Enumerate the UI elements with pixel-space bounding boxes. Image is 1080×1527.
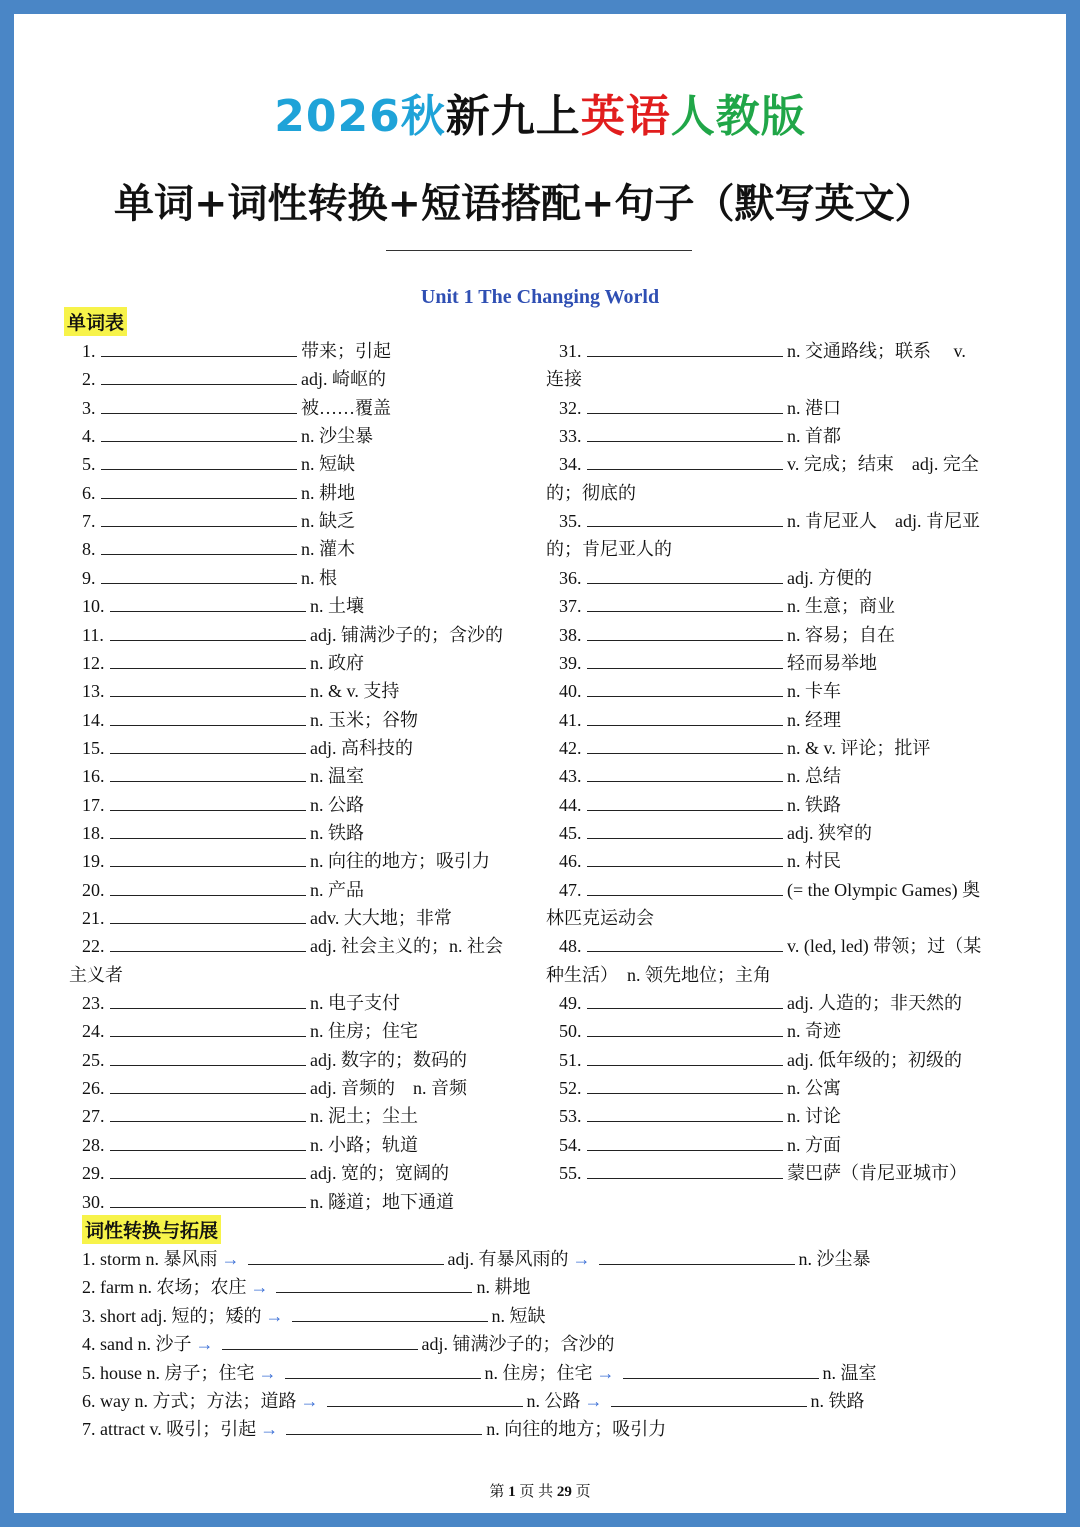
wordform-target: n. 耕地	[476, 1277, 531, 1298]
answer-blank[interactable]	[587, 395, 783, 414]
answer-blank[interactable]	[587, 451, 783, 470]
answer-blank[interactable]	[248, 1246, 444, 1265]
vocab-definition-continued: 主义者	[69, 964, 123, 985]
answer-blank[interactable]	[292, 1303, 488, 1322]
vocab-definition: n. 交通路线；联系 v.	[787, 341, 966, 361]
answer-blank[interactable]	[110, 622, 306, 641]
answer-blank[interactable]	[101, 366, 297, 385]
vocab-definition: n. 灌木	[301, 539, 355, 560]
vocab-item	[82, 479, 355, 507]
vocab-definition: 被……覆盖	[301, 397, 391, 418]
vocab-definition: adj. 社会主义的；n. 社会	[310, 936, 503, 957]
vocab-item	[82, 819, 364, 847]
vocab-definition-continued: 的；肯尼亚人的	[546, 539, 672, 560]
answer-blank[interactable]	[110, 1018, 306, 1037]
vocab-item	[82, 1159, 449, 1187]
vocab-item	[559, 677, 841, 705]
vocab-item	[82, 394, 391, 422]
vocab-definition: n. 公路	[310, 794, 364, 815]
answer-blank[interactable]	[110, 990, 306, 1009]
vocab-item	[82, 734, 413, 762]
vocab-item	[82, 535, 355, 563]
answer-blank[interactable]	[276, 1274, 472, 1293]
vocab-definition: n. 住房；住宅	[310, 1021, 418, 1042]
answer-blank[interactable]	[101, 395, 297, 414]
answer-blank[interactable]	[101, 480, 297, 499]
vocab-number: 40.	[559, 681, 582, 702]
vocab-definition: adj. 宽的；宽阔的	[310, 1163, 449, 1184]
vocab-number: 46.	[559, 851, 582, 872]
arrow-icon: →	[572, 1249, 591, 1269]
wordform-target: n. 短缺	[491, 1305, 546, 1326]
vocab-definition-continued: 林匹克运动会	[546, 908, 654, 928]
vocab-definition: n. 短缺	[301, 454, 355, 475]
vocab-item	[559, 621, 895, 649]
vocab-definition: n. & v. 评论；批评	[787, 737, 931, 758]
answer-blank[interactable]	[101, 423, 297, 442]
vocab-definition: n. 生意；商业	[787, 596, 895, 617]
answer-blank[interactable]	[599, 1246, 795, 1265]
vocab-item	[82, 762, 364, 790]
wordform-source: 3. short adj. 短的；矮的	[82, 1305, 262, 1326]
answer-blank[interactable]	[623, 1360, 819, 1379]
page	[14, 14, 1066, 1513]
vocab-definition: n. 肯尼亚人 adj. 肯尼亚	[787, 511, 980, 532]
wordform-target: n. 沙尘暴	[798, 1249, 871, 1269]
vocab-definition: n. 隧道；地下通道	[310, 1191, 454, 1212]
title-year: 2026秋	[274, 91, 446, 142]
answer-blank[interactable]	[587, 792, 783, 811]
vocab-definition: n. 耕地	[301, 482, 355, 503]
vocab-number: 32.	[559, 397, 582, 418]
vocab-number: 4.	[82, 426, 96, 447]
vocab-number: 8.	[82, 539, 96, 560]
vocab-number: 35.	[559, 511, 582, 532]
vocab-item	[82, 592, 364, 620]
vocab-item	[559, 762, 841, 790]
vocab-number: 11.	[82, 624, 104, 645]
answer-blank[interactable]	[110, 1075, 306, 1094]
answer-blank[interactable]	[110, 1189, 306, 1208]
vocab-item	[82, 1046, 467, 1074]
vocab-definition: n. 产品	[310, 879, 364, 900]
vocab-number: 52.	[559, 1078, 582, 1099]
wordform-row	[82, 1415, 666, 1443]
answer-blank[interactable]	[101, 451, 297, 470]
vocab-item	[82, 365, 386, 393]
vocab-item	[82, 337, 391, 365]
vocab-definition: n. 港口	[787, 397, 841, 418]
vocab-definition: n. 玉米；谷物	[310, 709, 418, 730]
vocab-item	[82, 1188, 454, 1216]
vocab-number: 54.	[559, 1134, 582, 1155]
vocab-item	[82, 847, 490, 875]
vocab-definition: n. & v. 支持	[310, 681, 400, 702]
answer-blank[interactable]	[110, 678, 306, 697]
footer-page-number: 1	[508, 1484, 516, 1500]
vocab-definition: 蒙巴萨（肯尼亚城市）	[787, 1163, 967, 1184]
vocab-item	[559, 1046, 962, 1074]
vocab-definition-continued: 的；彻底的	[546, 482, 636, 503]
vocab-number: 23.	[82, 993, 105, 1014]
vocab-definition: adj. 高科技的	[310, 737, 413, 758]
answer-blank[interactable]	[587, 1160, 783, 1179]
vocab-number: 1.	[82, 341, 96, 361]
answer-blank[interactable]	[587, 678, 783, 697]
vocab-definition: adj. 崎岖的	[301, 369, 386, 390]
arrow-icon: →	[221, 1249, 240, 1269]
vocab-definition: n. 卡车	[787, 681, 841, 702]
vocab-item	[559, 932, 981, 960]
vocab-item	[559, 819, 872, 847]
vocab-number: 50.	[559, 1021, 582, 1042]
answer-blank[interactable]	[587, 1075, 783, 1094]
vocab-number: 2.	[82, 369, 96, 390]
wordform-source: 6. way n. 方式；方法；道路	[82, 1391, 297, 1411]
vocab-definition: adj. 数字的；数码的	[310, 1049, 467, 1070]
vocab-item	[559, 1017, 841, 1045]
vocab-definition: n. 小路；轨道	[310, 1134, 418, 1155]
vocab-item	[82, 932, 503, 960]
answer-blank[interactable]	[101, 565, 297, 584]
answer-blank[interactable]	[587, 1018, 783, 1037]
vocab-number: 18.	[82, 822, 105, 843]
vocab-definition: n. 电子支付	[310, 993, 400, 1014]
vocab-item	[559, 1102, 841, 1130]
vocab-number: 47.	[559, 879, 582, 900]
arrow-icon: →	[260, 1419, 279, 1440]
answer-blank[interactable]	[110, 848, 306, 867]
vocab-number: 48.	[559, 936, 582, 957]
answer-blank[interactable]	[101, 536, 297, 555]
answer-blank[interactable]	[110, 905, 306, 924]
vocab-definition: adj. 狭窄的	[787, 822, 872, 843]
vocab-number: 7.	[82, 511, 96, 532]
answer-blank[interactable]	[611, 1388, 807, 1407]
arrow-icon: →	[584, 1391, 603, 1411]
arrow-icon: →	[596, 1362, 615, 1383]
wordform-target: adj. 铺满沙子的；含沙的	[421, 1334, 615, 1355]
vocab-number: 21.	[82, 908, 105, 928]
vocab-item	[559, 564, 872, 592]
answer-blank[interactable]	[587, 1132, 783, 1151]
answer-blank[interactable]	[587, 735, 783, 754]
wordform-target: n. 公路	[526, 1391, 581, 1411]
answer-blank[interactable]	[327, 1388, 523, 1407]
answer-blank[interactable]	[587, 990, 783, 1009]
vocab-item	[82, 989, 400, 1017]
answer-blank[interactable]	[110, 1160, 306, 1179]
vocab-item	[82, 677, 399, 705]
vocab-item	[559, 847, 841, 875]
arrow-icon: →	[258, 1362, 277, 1383]
vocab-item	[559, 734, 930, 762]
wordform-target: adj. 有暴风雨的	[447, 1249, 569, 1269]
vocab-number: 45.	[559, 822, 582, 843]
wordform-row	[82, 1273, 530, 1301]
footer-total-pages: 29	[556, 1484, 572, 1500]
vocab-number: 25.	[82, 1049, 105, 1070]
footer-mid: 页 共	[519, 1484, 554, 1500]
vocab-item	[82, 706, 418, 734]
page-title	[14, 80, 1066, 144]
answer-blank[interactable]	[587, 508, 783, 527]
answer-blank[interactable]	[587, 933, 783, 952]
vocab-number: 41.	[559, 709, 582, 730]
vocab-definition: adj. 人造的；非天然的	[787, 993, 962, 1014]
vocab-definition: adv. 大大地；非常	[310, 908, 452, 928]
wordform-target: n. 向往的地方；吸引力	[486, 1419, 667, 1440]
answer-blank[interactable]	[222, 1331, 418, 1350]
vocab-item	[559, 507, 980, 535]
vocab-number: 12.	[82, 652, 105, 673]
answer-blank[interactable]	[110, 735, 306, 754]
answer-blank[interactable]	[587, 338, 783, 357]
vocab-item	[559, 337, 966, 365]
vocab-item	[82, 621, 503, 649]
vocab-number: 38.	[559, 624, 582, 645]
vocab-number: 5.	[82, 454, 96, 475]
vocab-definition: adj. 低年级的；初级的	[787, 1049, 962, 1070]
vocab-number: 27.	[82, 1106, 105, 1127]
vocab-definition: 带来；引起	[301, 341, 391, 361]
vocab-number: 33.	[559, 426, 582, 447]
vocab-definition: v. 完成；结束 adj. 完全	[787, 454, 979, 475]
vocab-definition-continued: 连接	[546, 369, 582, 390]
vocab-item	[82, 904, 452, 932]
answer-blank[interactable]	[110, 792, 306, 811]
vocab-item	[82, 1102, 418, 1130]
answer-blank[interactable]	[110, 1103, 306, 1122]
answer-blank[interactable]	[101, 508, 297, 527]
vocab-number: 9.	[82, 567, 96, 588]
vocab-number: 10.	[82, 596, 105, 617]
footer-prefix: 第	[489, 1484, 505, 1500]
vocab-number: 3.	[82, 397, 96, 418]
answer-blank[interactable]	[587, 593, 783, 612]
vocab-number: 51.	[559, 1049, 582, 1070]
vocab-definition: n. 温室	[310, 766, 364, 787]
vocab-definition: n. 泥土；尘土	[310, 1106, 418, 1127]
section-wordforms-label: 词性转换与拓展	[82, 1215, 221, 1244]
arrow-icon: →	[195, 1334, 214, 1355]
vocab-item	[559, 394, 841, 422]
vocab-number: 37.	[559, 596, 582, 617]
vocab-item	[82, 450, 355, 478]
divider	[386, 250, 692, 251]
vocab-number: 22.	[82, 936, 105, 957]
wordform-row	[82, 1302, 546, 1330]
vocab-definition: n. 铁路	[310, 822, 364, 843]
vocab-definition: adj. 方便的	[787, 567, 872, 588]
wordform-row	[82, 1330, 615, 1358]
vocab-definition: n. 铁路	[787, 794, 841, 815]
wordform-row	[82, 1245, 871, 1273]
vocab-definition: n. 向往的地方；吸引力	[310, 851, 490, 872]
answer-blank[interactable]	[587, 877, 783, 896]
answer-blank[interactable]	[587, 1047, 783, 1066]
title-grade: 新九上	[445, 91, 581, 142]
page-subtitle: 单词+词性转换+短语搭配+句子（默写英文）	[114, 180, 935, 227]
wordform-source: 2. farm n. 农场；农庄	[82, 1277, 247, 1298]
vocab-number: 16.	[82, 766, 105, 787]
vocab-definition: n. 缺乏	[301, 511, 355, 532]
answer-blank[interactable]	[587, 650, 783, 669]
vocab-definition: n. 政府	[310, 652, 364, 673]
answer-blank[interactable]	[110, 933, 306, 952]
vocab-item	[559, 592, 895, 620]
wordform-source: 7. attract v. 吸引；引起	[82, 1419, 257, 1440]
answer-blank[interactable]	[587, 763, 783, 782]
wordform-source: 4. sand n. 沙子	[82, 1334, 192, 1355]
vocab-definition: n. 奇迹	[787, 1021, 841, 1042]
vocab-item	[559, 1159, 967, 1187]
wordform-target: n. 住房；住宅	[484, 1362, 593, 1383]
answer-blank[interactable]	[587, 565, 783, 584]
answer-blank[interactable]	[587, 1103, 783, 1122]
vocab-item	[82, 876, 364, 904]
answer-blank[interactable]	[285, 1360, 481, 1379]
vocab-number: 42.	[559, 737, 582, 758]
answer-blank[interactable]	[587, 848, 783, 867]
answer-blank[interactable]	[101, 338, 297, 357]
vocab-definition: n. 经理	[787, 709, 841, 730]
vocab-definition-continued: 种生活） n. 领先地位；主角	[546, 964, 771, 985]
vocab-item	[559, 791, 841, 819]
section-vocab-label: 单词表	[64, 307, 127, 336]
title-subject: 英语	[580, 91, 671, 142]
wordform-row	[82, 1387, 865, 1415]
vocab-item	[559, 649, 877, 677]
wordform-source: 5. house n. 房子；住宅	[82, 1362, 255, 1383]
vocab-item	[82, 649, 364, 677]
vocab-definition: adj. 音频的 n. 音频	[310, 1078, 467, 1099]
vocab-item	[82, 791, 364, 819]
vocab-number: 29.	[82, 1163, 105, 1184]
wordform-source: 1. storm n. 暴风雨	[82, 1249, 218, 1269]
title-edition: 人教版	[670, 91, 806, 142]
answer-blank[interactable]	[110, 1047, 306, 1066]
vocab-number: 24.	[82, 1021, 105, 1042]
vocab-number: 30.	[82, 1191, 105, 1212]
vocab-number: 44.	[559, 794, 582, 815]
vocab-item	[82, 422, 373, 450]
wordform-target: n. 温室	[822, 1362, 877, 1383]
vocab-definition: n. 总结	[787, 766, 841, 787]
answer-blank[interactable]	[110, 820, 306, 839]
vocab-definition: v. (led, led) 带领；过（某	[787, 936, 982, 957]
answer-blank[interactable]	[587, 707, 783, 726]
vocab-definition: n. 方面	[787, 1134, 841, 1155]
answer-blank[interactable]	[110, 707, 306, 726]
vocab-definition: n. 公寓	[787, 1078, 841, 1099]
answer-blank[interactable]	[110, 877, 306, 896]
vocab-number: 6.	[82, 482, 96, 503]
answer-blank[interactable]	[110, 763, 306, 782]
vocab-number: 28.	[82, 1134, 105, 1155]
answer-blank[interactable]	[110, 593, 306, 612]
vocab-item	[559, 450, 979, 478]
vocab-definition: n. 讨论	[787, 1106, 841, 1127]
vocab-number: 13.	[82, 681, 105, 702]
answer-blank[interactable]	[587, 423, 783, 442]
vocab-number: 43.	[559, 766, 582, 787]
vocab-item	[559, 706, 841, 734]
vocab-definition: n. 村民	[787, 851, 841, 872]
wordform-row	[82, 1359, 877, 1387]
vocab-number: 19.	[82, 851, 105, 872]
vocab-number: 31.	[559, 341, 582, 361]
vocab-number: 20.	[82, 879, 105, 900]
vocab-item	[559, 422, 841, 450]
vocab-number: 55.	[559, 1163, 582, 1184]
vocab-number: 36.	[559, 567, 582, 588]
vocab-definition: n. 根	[301, 567, 337, 588]
vocab-number: 34.	[559, 454, 582, 475]
vocab-item	[559, 876, 980, 904]
vocab-number: 26.	[82, 1078, 105, 1099]
arrow-icon: →	[300, 1391, 319, 1411]
vocab-item	[82, 1131, 418, 1159]
vocab-definition: (= the Olympic Games) 奥	[787, 879, 981, 900]
footer-suffix: 页	[575, 1484, 591, 1500]
page-footer	[14, 1480, 1066, 1501]
vocab-definition: n. 沙尘暴	[301, 426, 373, 447]
vocab-item	[559, 989, 962, 1017]
arrow-icon: →	[265, 1305, 284, 1326]
vocab-item	[82, 1017, 418, 1045]
vocab-definition: n. 土壤	[310, 596, 364, 617]
arrow-icon: →	[250, 1277, 269, 1298]
answer-blank[interactable]	[110, 1132, 306, 1151]
vocab-definition: adj. 铺满沙子的；含沙的	[310, 624, 503, 645]
vocab-definition: n. 首都	[787, 426, 841, 447]
vocab-item	[559, 1131, 841, 1159]
vocab-number: 14.	[82, 709, 105, 730]
vocab-number: 53.	[559, 1106, 582, 1127]
vocab-item	[82, 507, 355, 535]
vocab-number: 39.	[559, 652, 582, 673]
answer-blank[interactable]	[110, 650, 306, 669]
unit-heading: Unit 1 The Changing World	[420, 286, 660, 308]
answer-blank[interactable]	[286, 1416, 482, 1435]
wordform-target: n. 铁路	[810, 1391, 865, 1411]
vocab-number: 49.	[559, 993, 582, 1014]
answer-blank[interactable]	[587, 622, 783, 641]
vocab-definition: n. 容易；自在	[787, 624, 895, 645]
vocab-number: 17.	[82, 794, 105, 815]
vocab-item	[82, 564, 337, 592]
vocab-definition: 轻而易举地	[787, 652, 877, 673]
vocab-item	[82, 1074, 467, 1102]
vocab-number: 15.	[82, 737, 105, 758]
vocab-item	[559, 1074, 841, 1102]
answer-blank[interactable]	[587, 820, 783, 839]
